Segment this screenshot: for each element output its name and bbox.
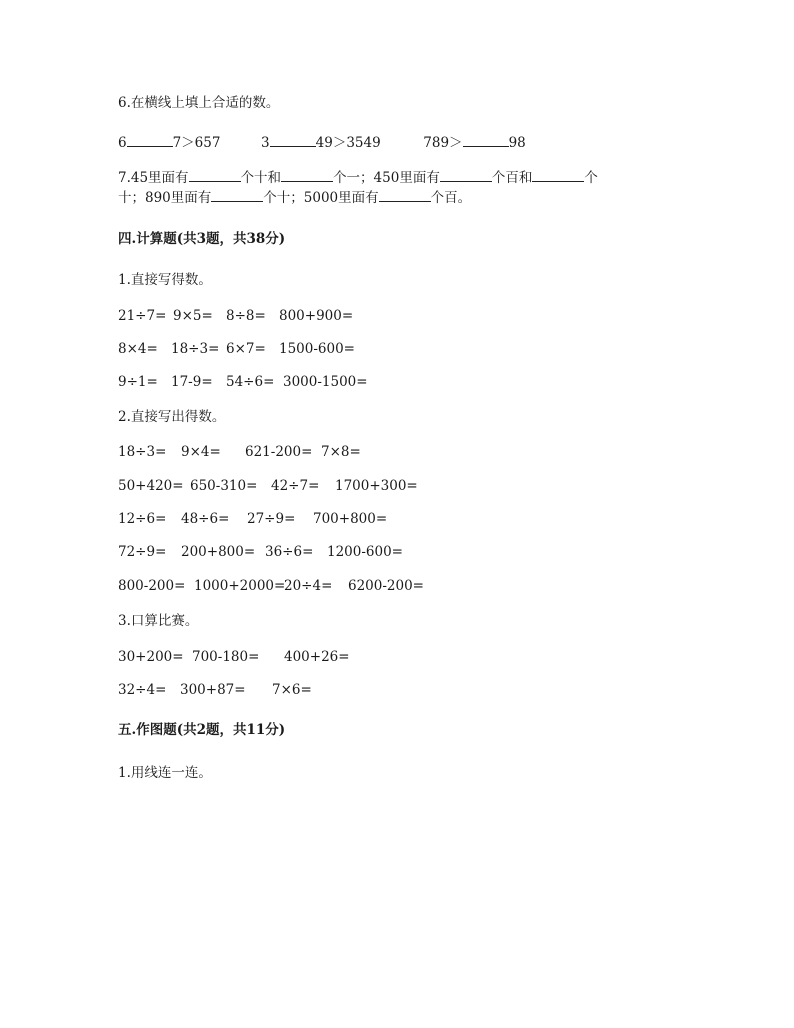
q7-text: 个百和 bbox=[491, 170, 533, 186]
problem: 6×7= bbox=[226, 341, 266, 357]
problem: 9×5= bbox=[173, 308, 213, 324]
s4-q2-title: 2.直接写出得数。 bbox=[118, 409, 226, 425]
q6-title: 6.在横线上填上合适的数。 bbox=[118, 95, 280, 111]
answer-blank[interactable] bbox=[127, 133, 173, 147]
answer-blank[interactable] bbox=[189, 168, 241, 182]
problem: 9÷1= bbox=[118, 374, 158, 390]
answer-blank[interactable] bbox=[379, 188, 431, 202]
problem: 30+200= bbox=[118, 649, 184, 665]
answer-blank[interactable] bbox=[463, 133, 509, 147]
problem: 8×4= bbox=[118, 341, 158, 357]
s4-q2-row bbox=[118, 477, 418, 495]
problem: 650-310= bbox=[190, 478, 258, 494]
problem: 400+26= bbox=[284, 649, 350, 665]
q6-row bbox=[118, 133, 526, 152]
problem: 36÷6= bbox=[265, 544, 314, 560]
q7-text: 个一；450里面有 bbox=[333, 170, 440, 186]
s4-q1-row bbox=[118, 373, 368, 391]
q6-part1-b: 7＞657 bbox=[172, 135, 221, 151]
problem: 300+87= bbox=[180, 682, 246, 698]
problem: 9×4= bbox=[181, 444, 221, 460]
problem: 800+900= bbox=[279, 308, 354, 324]
problem: 48÷6= bbox=[181, 511, 230, 527]
problem: 42÷7= bbox=[271, 478, 320, 494]
s4-q2-row bbox=[118, 443, 361, 461]
q7-line1 bbox=[118, 168, 598, 187]
answer-blank[interactable] bbox=[440, 168, 492, 182]
s4-q2-row bbox=[118, 510, 387, 528]
problem: 18÷3= bbox=[171, 341, 220, 357]
problem: 50+420= bbox=[118, 478, 184, 494]
problem: 27÷9= bbox=[247, 511, 296, 527]
problem: 54÷6= bbox=[226, 374, 275, 390]
answer-blank[interactable] bbox=[532, 168, 584, 182]
answer-blank[interactable] bbox=[281, 168, 333, 182]
section5-heading: 五.作图题(共2题，共11分) bbox=[118, 722, 286, 738]
problem: 21÷7= bbox=[118, 308, 167, 324]
problem: 1700+300= bbox=[335, 478, 418, 494]
problem: 32÷4= bbox=[118, 682, 167, 698]
problem: 17-9= bbox=[171, 374, 213, 390]
q7-text: 十；890里面有 bbox=[118, 190, 212, 206]
q6-part1-a: 6 bbox=[118, 135, 127, 151]
problem: 20÷4= bbox=[284, 578, 333, 594]
problem: 1200-600= bbox=[327, 544, 403, 560]
problem: 1000+2000= bbox=[194, 578, 286, 594]
s4-q3-row bbox=[118, 681, 312, 699]
s4-q2-row bbox=[118, 543, 403, 561]
answer-blank[interactable] bbox=[211, 188, 263, 202]
q7-text: 个百。 bbox=[430, 190, 472, 206]
problem: 1500-600= bbox=[279, 341, 355, 357]
s5-q1-title: 1.用线连一连。 bbox=[118, 765, 212, 781]
problem: 7×6= bbox=[272, 682, 312, 698]
s4-q1-row bbox=[118, 340, 355, 358]
q6-part2-b: 49＞3549 bbox=[315, 135, 381, 151]
q7-line2 bbox=[118, 188, 471, 207]
problem: 8÷8= bbox=[226, 308, 266, 324]
s4-q3-title: 3.口算比赛。 bbox=[118, 613, 199, 629]
problem: 72÷9= bbox=[118, 544, 167, 560]
q6-part2-a: 3 bbox=[261, 135, 270, 151]
q7-text: 7.45里面有 bbox=[118, 170, 189, 186]
problem: 800-200= bbox=[118, 578, 186, 594]
problem: 700-180= bbox=[192, 649, 260, 665]
problem: 700+800= bbox=[313, 511, 388, 527]
problem: 12÷6= bbox=[118, 511, 167, 527]
q6-part3-b: 98 bbox=[508, 135, 526, 151]
section4-heading: 四.计算题(共3题，共38分) bbox=[118, 231, 286, 247]
s4-q1-row bbox=[118, 307, 353, 325]
problem: 6200-200= bbox=[348, 578, 424, 594]
problem: 200+800= bbox=[181, 544, 256, 560]
s4-q3-row bbox=[118, 648, 350, 666]
s4-q1-title: 1.直接写得数。 bbox=[118, 272, 212, 288]
s4-q2-row bbox=[118, 577, 424, 595]
q6-part3-a: 789＞ bbox=[423, 135, 463, 151]
q7-text: 个十；5000里面有 bbox=[263, 190, 379, 206]
problem: 7×8= bbox=[321, 444, 361, 460]
problem: 3000-1500= bbox=[283, 374, 368, 390]
q7-text: 个 bbox=[584, 170, 598, 186]
problem: 18÷3= bbox=[118, 444, 167, 460]
answer-blank[interactable] bbox=[270, 133, 316, 147]
q7-text: 个十和 bbox=[240, 170, 282, 186]
problem: 621-200= bbox=[245, 444, 313, 460]
